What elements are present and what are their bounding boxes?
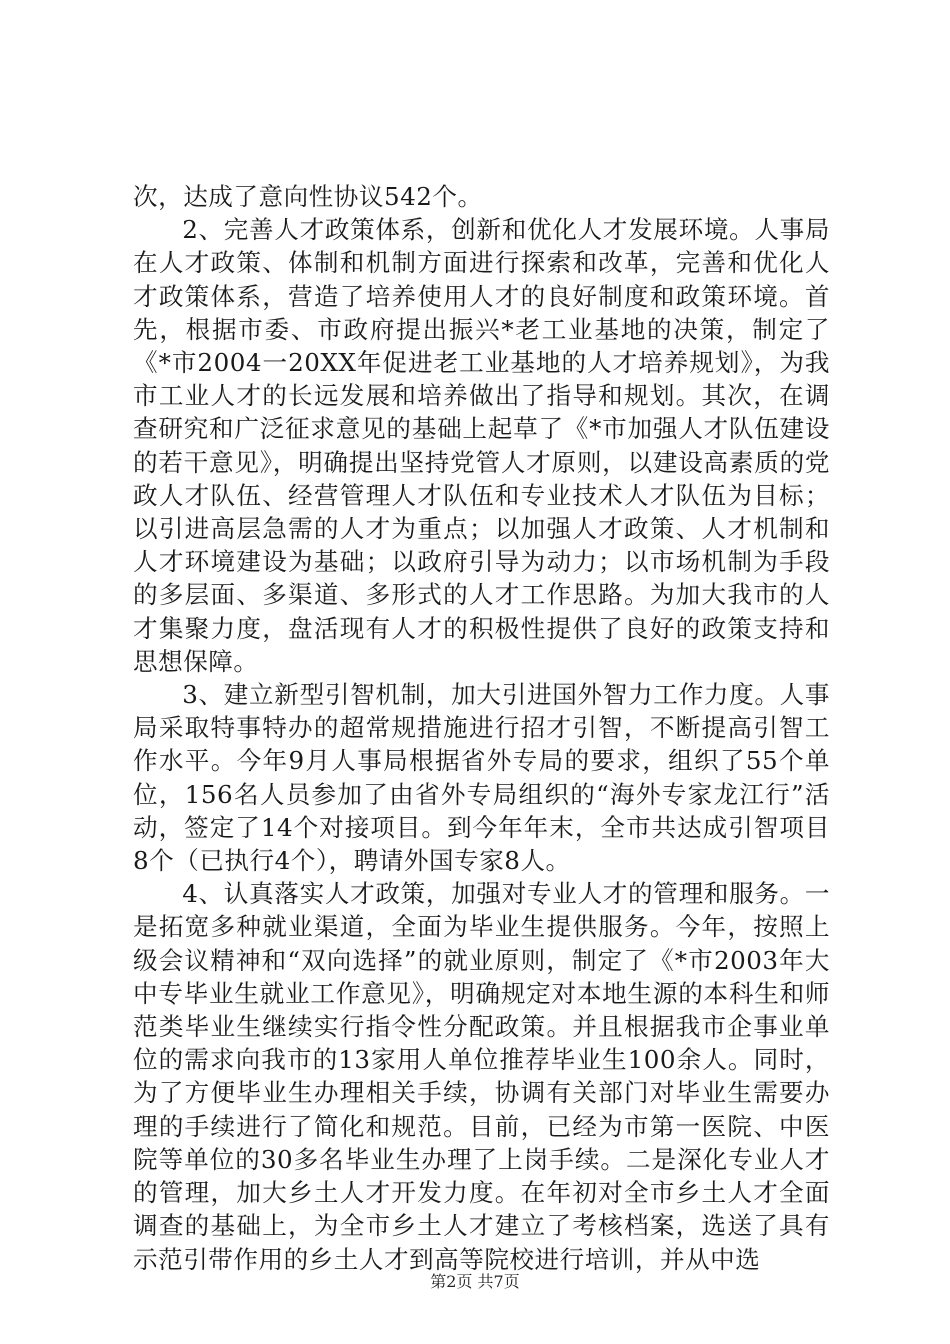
page-number-footer: 第2页 共7页 xyxy=(430,1272,520,1291)
paragraph-continuation: 次，达成了意向性协议542个。 xyxy=(133,182,483,211)
paragraph-foreign-expertise: 3、建立新型引智机制，加大引进国外智力工作力度。人事局采取特事特办的超常规措施进行招才引智，不断提高引智工作水平。今年9月人事局根据省外专局的要求，组织了55个单位，156名人员参加了由省外专局组织的“海外专家龙江行”活动，签定了14个对接项目。到今年年末，全市共达成引智项目8个（已执行4个），聘请外国专家8人。 xyxy=(133,680,830,876)
document-body xyxy=(133,180,830,1276)
paragraph-talent-policy: 2、完善人才政策体系，创新和优化人才发展环境。人事局在人才政策、体制和机制方面进行探索和改革，完善和优化人才政策体系，营造了培养使用人才的良好制度和政策环境。首先，根据市委、市政府提出振兴*老工业基地的决策，制定了《*市2004一20XX年促进老工业基地的人才培养规划》，为我市工业人才的长远发展和培养做出了指导和规划。其次，在调查研究和广泛征求意见的基础上起草了《*市加强人才队伍建设的若干意见》，明确提出坚持党管人才原则，以建设高素质的党政人才队伍、经营管理人才队伍和专业技术人才队伍为目标；以引进高层急需的人才为重点；以加强人才政策、人才机制和人才环境建设为基础；以政府引导为动力；以市场机制为手段的多层面、多渠道、多形式的人才工作思路。为加大我市的人才集聚力度，盘活现有人才的积极性提供了良好的政策支持和思想保障。 xyxy=(133,215,830,676)
paragraph-talent-management: 4、认真落实人才政策，加强对专业人才的管理和服务。一是拓宽多种就业渠道，全面为毕业生提供服务。今年，按照上级会议精神和“双向选择”的就业原则，制定了《*市2003年大中专毕业生就业工作意见》，明确规定对本地生源的本科生和师范类毕业生继续实行指令性分配政策。并且根据我市企事业单位的需求向我市的13家用人单位推荐毕业生100余人。同时，为了方便毕业生办理相关手续，协调有关部门对毕业生需要办理的手续进行了简化和规范。目前，已经为市第一医院、中医院等单位的30多名毕业生办理了上岗手续。二是深化专业人才的管理，加大乡土人才开发力度。在年初对全市乡土人才全面调查的基础上，为全市乡土人才建立了考核档案，选送了具有示范引带作用的乡土人才到高等院校进行培训，并从中选 xyxy=(133,879,830,1274)
